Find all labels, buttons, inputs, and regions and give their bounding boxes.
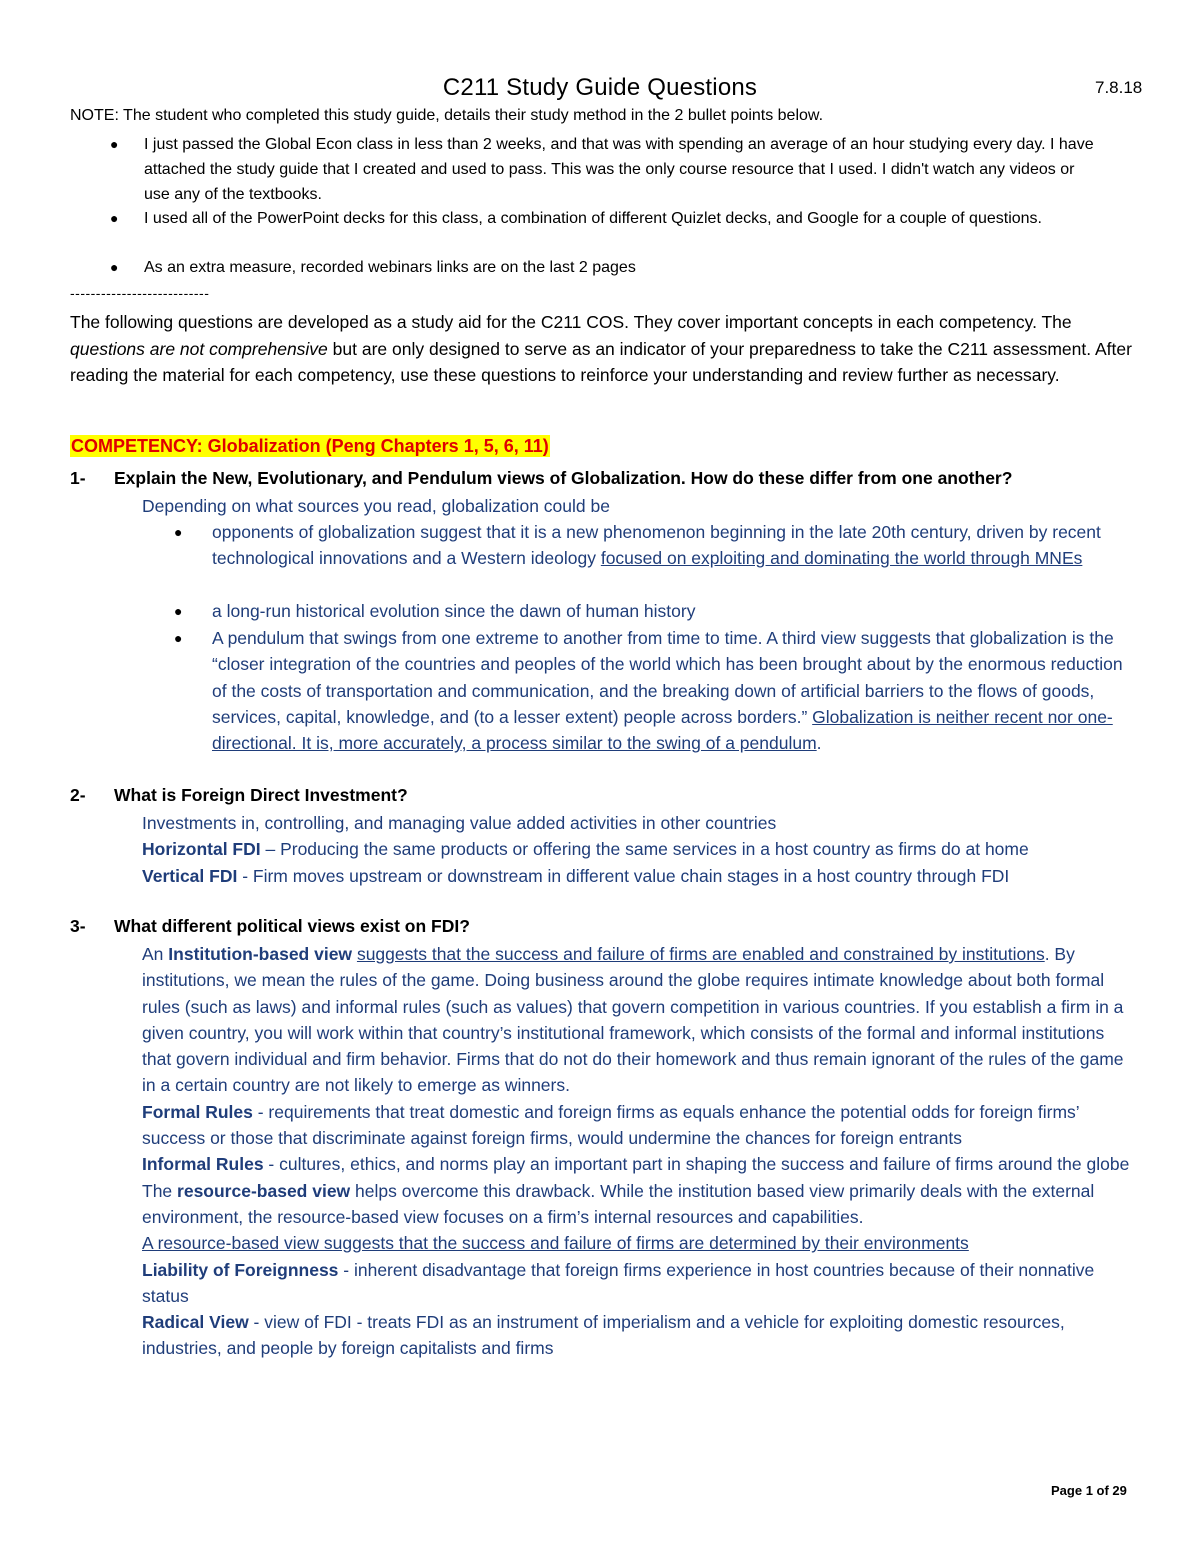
document-date: 7.8.18 — [1095, 78, 1143, 97]
resource-based-underline: A resource-based view suggests that the success and failure of firms are determined by their environments — [142, 1233, 969, 1254]
list-item: ● A pendulum that swings from one extreme to another from time to time. A third view suggests that globalization is the “closer integration of the countries and peoples of the world which has been brought about by the enormous reduction of the costs of transportation and communication, and the breaking down of artificial barriers to the flows of goods, services, capital, knowledge, and (to a lesser extent) people across borders.” Globalization is neither recent nor one-directional. It is, more accurately, a process similar to the swing of a pendulum. — [212, 625, 1142, 756]
list-item: ● a long-run historical evolution since the dawn of human history — [212, 598, 1142, 624]
list-item: ● I just passed the Global Econ class in less than 2 weeks, and that was with spending an average of an hour studying every day. I have attached the study guide that I created and used to pass. This was the only course resource that I used. I didn't watch any videos or use any of the textbooks. — [144, 132, 1104, 207]
bullet-icon: ● — [110, 210, 119, 226]
bullet-icon: ● — [174, 524, 183, 540]
resource-based-view: The resource-based view helps overcome this drawback. While the institution based view primarily deals with the external environment, the resource-based view focuses on a firm’s internal resources and capabilities. — [142, 1180, 1095, 1227]
horizontal-fdi: Horizontal FDI – Producing the same products or offering the same services in a host country as firms do at home — [142, 839, 1029, 860]
question-1: 1- Explain the New, Evolutionary, and Pendulum views of Globalization. How do these differ from one another? — [70, 468, 1013, 488]
formal-rules: Formal Rules - requirements that treat domestic and foreign firms as equals enhance the potential odds for foreign firms’ success or those that discriminate against foreign firms, would undermine the chances for foreign entrants — [142, 1101, 1080, 1149]
q2-answer: Investments in, controlling, and managing value added activities in other countries Horizontal FDI – Producing the same products or offering the same services in a host country as firms do at home Vertical FDI - Firm moves upstream or downstream in different value chain stages in a host country through FDI — [142, 810, 1132, 889]
q3-answer — [142, 941, 1132, 1362]
competency-heading: COMPETENCY: Globalization (Peng Chapters 1, 5, 6, 11) — [71, 436, 549, 456]
intro-paragraph: The following questions are developed as a study aid for the C211 COS. They cover important concepts in each competency. The questions are not comprehensive but are only designed to serve as an indicator of your preparedness to take the C211 assessment. After reading the material for each competency, use these questions to reinforce your understanding and review further as necessary. — [70, 312, 1132, 385]
list-item: ● As an extra measure, recorded webinars links are on the last 2 pages — [144, 255, 1104, 280]
informal-rules: Informal Rules - cultures, ethics, and norms play an important part in shaping the success and failure of firms around the globe — [142, 1154, 1130, 1175]
q1-lead: Depending on what sources you read, globalization could be — [142, 496, 610, 516]
liability-of-foreignness: Liability of Foreignness - inherent disadvantage that foreign firms experience in host countries because of their nonnative status — [142, 1259, 1095, 1306]
bullet-icon: ● — [110, 136, 119, 152]
note-text: NOTE: The student who completed this study guide, details their study method in the 2 bullet points below. — [70, 107, 824, 124]
bullet-icon: ● — [174, 630, 183, 646]
institution-based-view: An Institution-based view suggests that the success and failure of firms are enabled and constrained by institutions. By institutions, we mean the rules of the game. Doing business around the globe requires intimate knowledge about both formal rules (such as laws) and informal rules (such as values) that govern competition in various countries. If you establish a firm in a given country, you will work within that country’s institutional framework, which consists of the formal and informal institutions that govern individual and firm behavior. Firms that do not do their homework and thus remain ignorant of the rules of the game in a certain country are not likely to emerge as winners. — [142, 944, 1124, 1096]
radical-view: Radical View - view of FDI - treats FDI as an instrument of imperialism and a vehicle for exploiting domestic resources, industries, and people by foreign capitalists and firms — [142, 1312, 1065, 1359]
bullet-icon: ● — [174, 603, 183, 619]
list-item: ● opponents of globalization suggest that it is a new phenomenon beginning in the late 20th century, driven by recent technological innovations and a Western ideology focused on exploiting and dominating the world through MNEs — [212, 519, 1142, 572]
page-title: C211 Study Guide Questions — [442, 74, 758, 101]
list-item: ● I used all of the PowerPoint decks for this class, a combination of different Quizlet decks, and Google for a couple of questions. — [144, 206, 1104, 231]
vertical-fdi: Vertical FDI - Firm moves upstream or downstream in different value chain stages in a host country through FDI — [142, 865, 1010, 886]
bullet-icon: ● — [110, 259, 119, 275]
page-number: Page 1 of 29 — [1051, 1483, 1127, 1498]
question-2: 2- What is Foreign Direct Investment? — [70, 785, 408, 805]
question-3: 3- What different political views exist on FDI? — [70, 916, 470, 936]
separator-line: --------------------------- — [70, 285, 210, 301]
